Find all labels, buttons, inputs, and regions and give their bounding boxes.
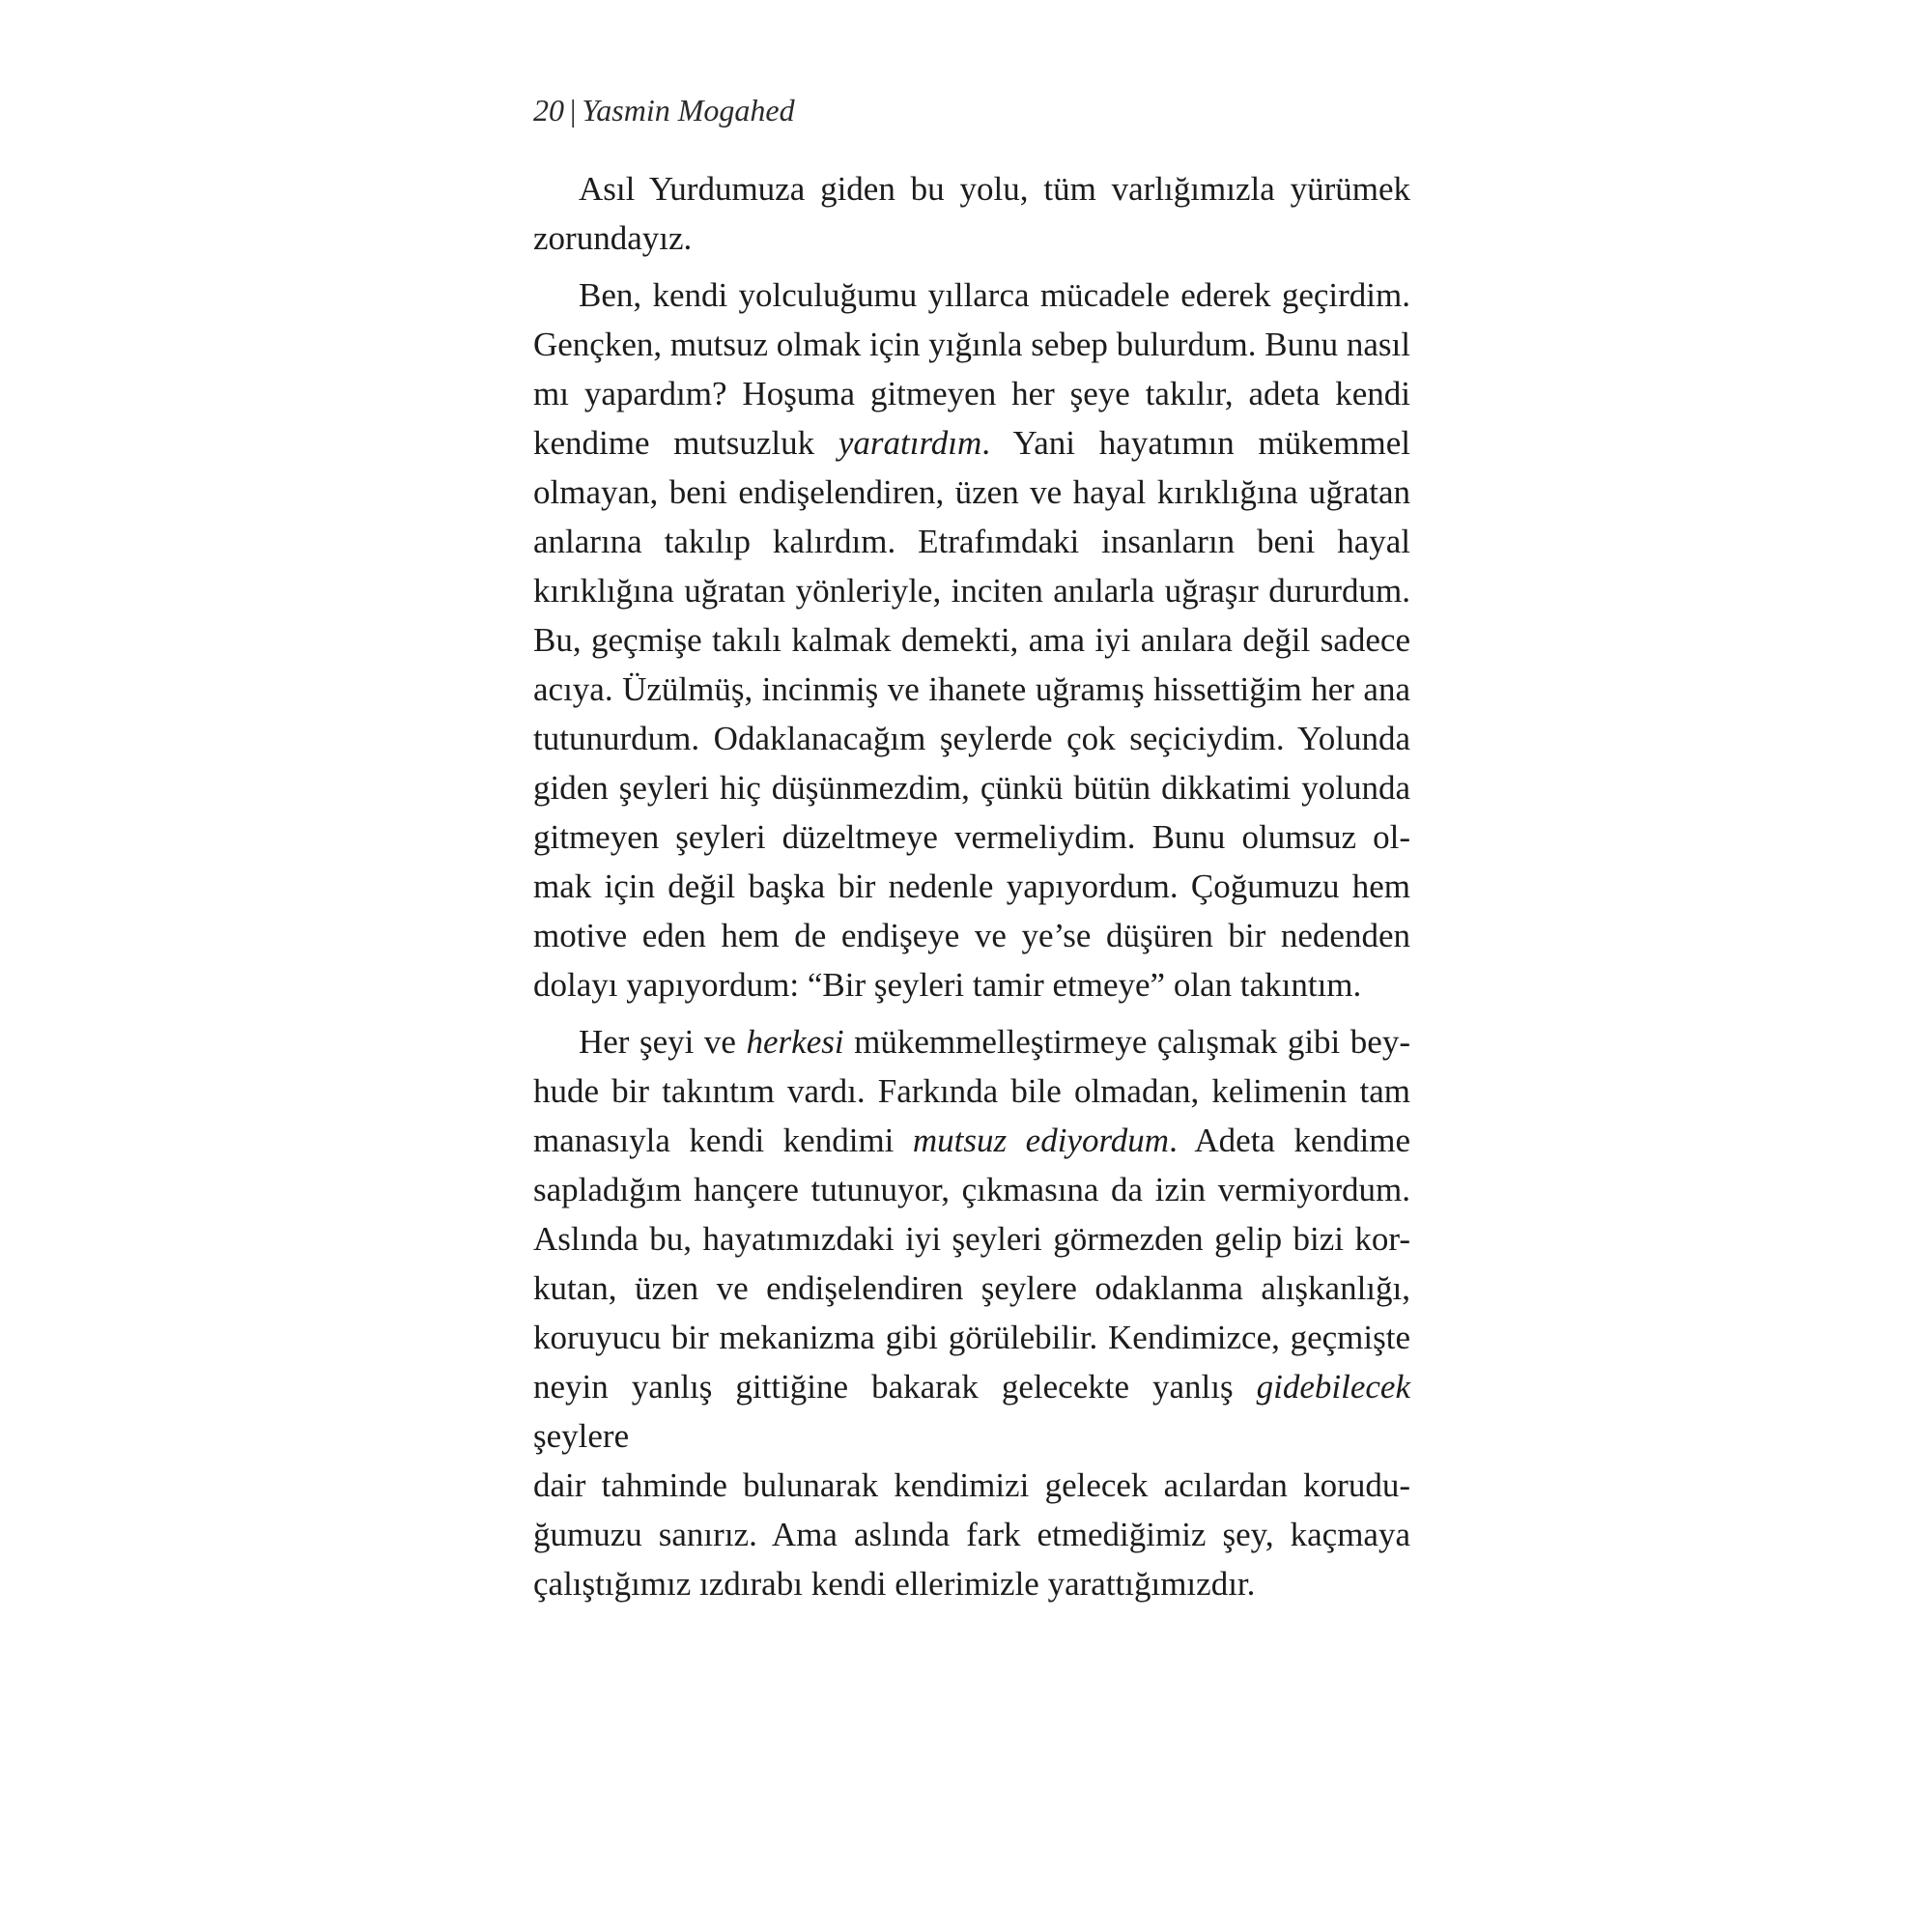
text-line: Her şeyi ve herkesi mükemmelleştirmeye çalışmak gibi bey- — [579, 1023, 1410, 1061]
paragraph-2 — [533, 270, 1410, 1009]
emphasis: gidebilecek — [1256, 1368, 1410, 1406]
text-line: tutunurdum. Odaklanacağım şeylerde çok seçiciydim. Yolunda — [533, 720, 1410, 757]
emphasis: mutsuz ediyordum — [912, 1122, 1170, 1159]
book-page — [533, 89, 1410, 1616]
text-line: kırıklığına uğratan yönleriyle, inciten anılarla uğraşır dururdum. — [533, 572, 1410, 610]
body-text — [533, 164, 1410, 1608]
text-line: Ben, kendi yolculuğumu yıllarca mücadele ederek geçirdim. — [579, 276, 1410, 314]
text-line: neyin yanlış gittiğine bakarak gelecekte yanlış gidebilecek şeylere — [533, 1368, 1410, 1455]
text-line: koruyucu bir mekanizma gibi görülebilir. Kendimizce, geçmişte — [533, 1319, 1410, 1356]
text-line: çalıştığımız ızdırabı kendi ellerimizle yarattığımızdır. — [533, 1565, 1256, 1603]
text-line: mı yapardım? Hoşuma gitmeyen her şeye takılır, adeta kendi — [533, 375, 1410, 412]
running-header — [533, 89, 1410, 131]
text-line: gitmeyen şeyleri düzeltmeye vermeliydim. Bunu olumsuz ol- — [533, 818, 1410, 856]
emphasis: yaratırdım — [838, 424, 982, 462]
text-line: zorundayız. — [533, 219, 693, 257]
text-line: giden şeyleri hiç düşünmezdim, çünkü bütün dikkatimi yolunda — [533, 769, 1410, 807]
text-line: sapladığım hançere tutunuyor, çıkmasına da izin vermiyordum. — [533, 1171, 1410, 1208]
text-line: manasıyla kendi kendimi mutsuz ediyordum. Adeta kendime — [533, 1122, 1410, 1159]
page-number: 20 — [533, 93, 564, 128]
text-line: mak için değil başka bir nedenle yapıyordum. Çoğumuzu hem — [533, 867, 1410, 905]
text-line: kendime mutsuzluk yaratırdım. Yani hayatımın mükemmel — [533, 424, 1410, 462]
text-line: motive eden hem de endişeye ve ye’se düşüren bir nedenden — [533, 917, 1410, 954]
paragraph-1 — [533, 164, 1410, 263]
text-line: Asıl Yurdumuza giden bu yolu, tüm varlığımızla yürümek — [579, 170, 1410, 208]
emphasis: herkesi — [746, 1023, 844, 1061]
text-line: olmayan, beni endişelendiren, üzen ve hayal kırıklığına uğratan — [533, 473, 1410, 511]
text-line: acıya. Üzülmüş, incinmiş ve ihanete uğramış hissettiğim her ana — [533, 670, 1410, 708]
text-line: Aslında bu, hayatımızdaki iyi şeyleri görmezden gelip bizi kor- — [533, 1220, 1410, 1258]
author-name: Yasmin Mogahed — [582, 93, 795, 128]
text-line: ğumuzu sanırız. Ama aslında fark etmediğimiz şey, kaçmaya — [533, 1516, 1410, 1553]
text-line: hude bir takıntım vardı. Farkında bile olmadan, kelimenin tam — [533, 1072, 1410, 1110]
paragraph-3 — [533, 1017, 1410, 1608]
text-line: dolayı yapıyordum: “Bir şeyleri tamir etmeye” olan takıntım. — [533, 966, 1362, 1004]
text-line: Gençken, mutsuz olmak için yığınla sebep bulurdum. Bunu nasıl — [533, 326, 1410, 363]
text-line: kutan, üzen ve endişelendiren şeylere odaklanma alışkanlığı, — [533, 1269, 1410, 1307]
header-separator: | — [570, 93, 577, 128]
text-line: Bu, geçmişe takılı kalmak demekti, ama iyi anılara değil sadece — [533, 621, 1410, 659]
text-line: anlarına takılıp kalırdım. Etrafımdaki insanların beni hayal — [533, 523, 1410, 560]
text-line: dair tahminde bulunarak kendimizi gelecek acılardan korudu- — [533, 1466, 1410, 1504]
